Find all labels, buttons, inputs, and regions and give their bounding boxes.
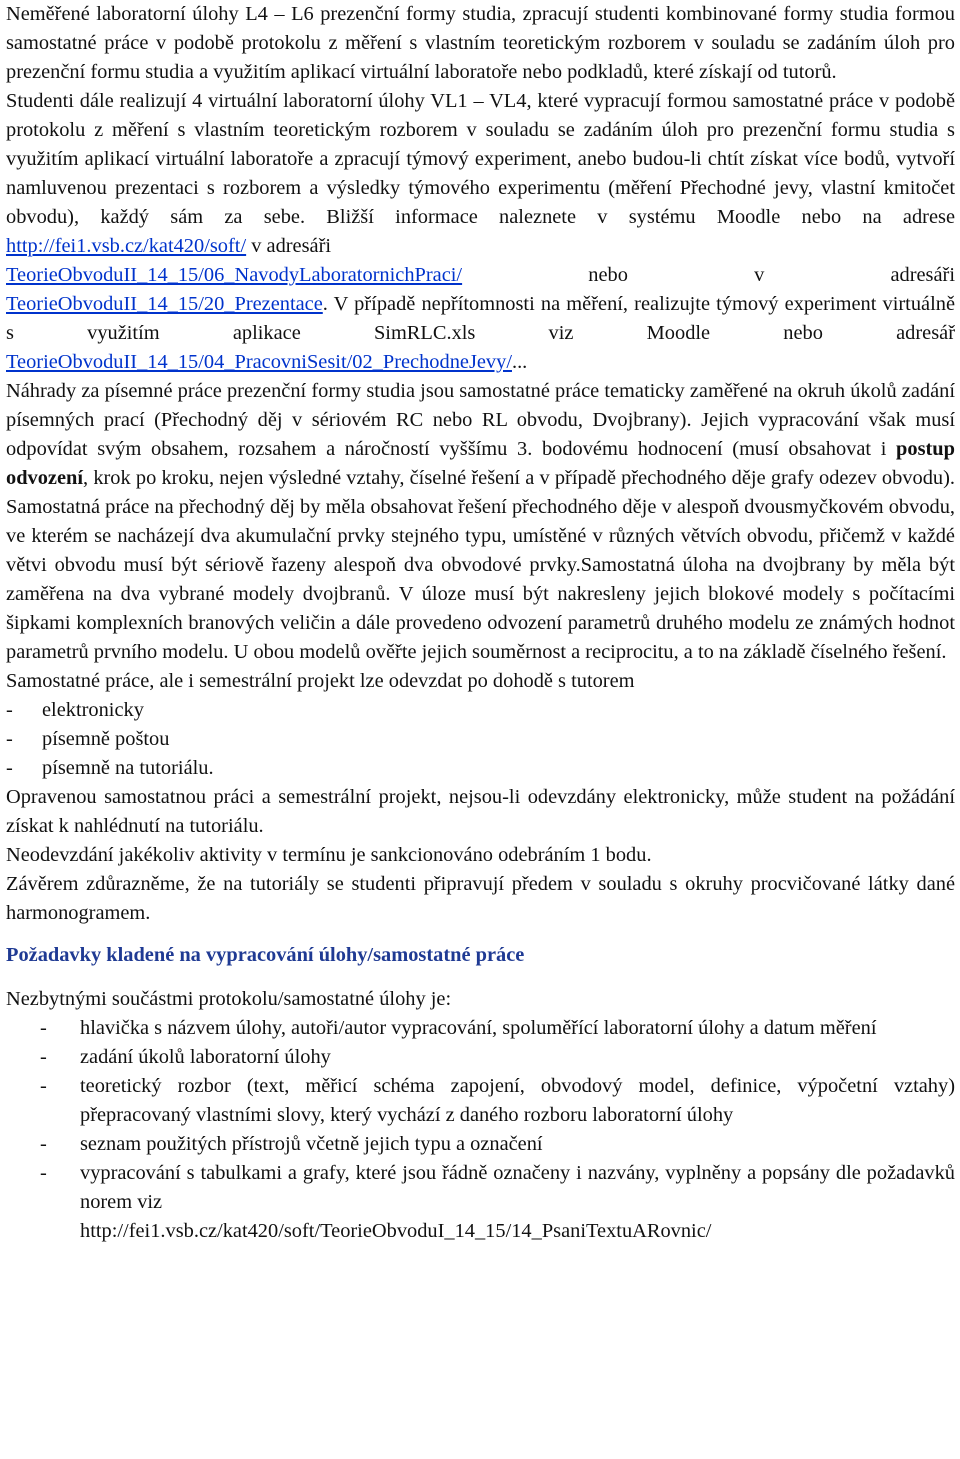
replacement-text-a: Náhrady za písemné práce prezenční formy studia jsou samostatné práce tematicky zaměřené na okruh úkolů zadání písemných prací (Přechodný děj v sériovém RC nebo RL obvodu, Dvojbrany). Jejich vypracování však musí odpovídat svým obsahem, rozsahem a náročností vyššímu 3. bodovému hodnocení (musí obsahovat i (6, 380, 955, 460)
section-heading: Požadavky kladené na vypracování úlohy/samostatné práce (6, 944, 525, 966)
url-line (6, 1217, 955, 1246)
list-item (6, 1043, 955, 1072)
dash-bullet: - (6, 699, 13, 721)
delivery-list (6, 696, 955, 783)
virtual-lab-text: Studenti dále realizují 4 virtuální laboratorní úlohy VL1 – VL4, které vypracují formou samostatné práce v podobě protokolu z měření s vlastním teoretickým rozborem v souladu se zadáním úloh pro prezenční formu studia s využitím aplikací virtuální laboratoře a zpracují týmový experiment, anebo budou-li chtít získat více bodů, vytvoří namluvenou prezentaci s rozborem a výsledky týmového experimentu (měření Přechodné jevy, vlastní kmitočet obvodu), každý sám za sebe. Bližší informace naleznete v systému Moodle nebo na adrese (6, 90, 955, 228)
requirement-text: zadání úkolů laboratorní úlohy (80, 1046, 331, 1068)
delivery-item-text: písemně poštou (42, 728, 170, 750)
requirement-text: hlavička s názvem úlohy, autoři/autor vypracování, spoluměřící laboratorní úlohy a datum měření (80, 1017, 877, 1039)
ellipsis-text: ... (511, 351, 528, 373)
list-item (6, 1159, 955, 1217)
navody-line (6, 261, 955, 290)
penalty-paragraph: Neodevzdání jakékoliv aktivity v termínu je sankcionováno odebráním 1 bodu. (6, 844, 652, 866)
dash-bullet: - (6, 757, 13, 779)
virtual-lab-paragraph (6, 87, 955, 261)
requirements-list (6, 1014, 955, 1246)
dash-bullet: - (6, 728, 13, 750)
pracovni-sesit-link[interactable]: TeorieObvoduII_14_15/04_PracovniSesit/02_PrechodneJevy/ (6, 351, 512, 373)
components-intro: Nezbytnými součástmi protokolu/samostatné úlohy je: (6, 988, 452, 1010)
delivery-item-text: písemně na tutoriálu. (42, 757, 214, 779)
list-item (6, 1130, 955, 1159)
list-item (6, 725, 955, 754)
delivery-item-text: elektronicky (42, 699, 144, 721)
replacement-paragraph (6, 377, 955, 667)
requirement-text: seznam použitých přístrojů včetně jejich typu a označení (80, 1133, 543, 1155)
bold-derivation: postup odvození (6, 438, 955, 489)
dash-bullet: - (40, 1046, 47, 1068)
list-item (6, 1072, 955, 1130)
dash-bullet: - (40, 1162, 47, 1184)
psani-textu-url[interactable]: http://fei1.vsb.cz/kat420/soft/TeorieObvoduI_14_15/14_PsaniTextuARovnic/ (80, 1220, 712, 1242)
moodle-soft-link[interactable]: http://fei1.vsb.cz/kat420/soft/ (6, 235, 247, 257)
spacer (6, 970, 955, 985)
replacement-text-b: , krok po kroku, nejen výsledné vztahy, číselné řešení a v případě přechodného děje grafy odezev obvodu). Samostatná práce na přechodný děj by měla obsahovat řešení přechodného děje v alespoň dvousmyčkovém obvodu, ve kterém se nacházejí dva akumulační prvky stejného typu, umístěné v různých větvích obvodu, přičemž v každé větvi obvodu musí být sériově řazeny alespoň dva obvodové prvky.Samostatná úloha na dvojbrany by měla být zaměřena na dva vybrané modely dvojbranů. V úloze musí být nakresleny jejich blokové modely s počítacími šipkami komplexních branových veličin a dále provedeno odvození parametrů druhého modelu ze známých hodnot parametrů prvního modelu. U obou modelů ověřte jejich souměrnost a reciprocitu, a to na základě číselného řešení. (6, 467, 955, 663)
requirement-text: vypracování s tabulkami a grafy, které jsou řádně označeny i nazvány, vyplněny a popsány dle požadavků norem viz (80, 1162, 955, 1213)
intro-paragraph: Neměřené laboratorní úlohy L4 – L6 prezenční formy studia, zpracují studenti kombinované formy studia formou samostatné práce v podobě protokolu z měření s vlastním teoretickým rozborem v souladu se zadáním úloh pro prezenční formu studia a využitím aplikací virtuální laboratoře nebo podkladů, které získají od tutorů. (6, 3, 955, 83)
list-item (6, 754, 955, 783)
dash-bullet: - (40, 1133, 47, 1155)
requirement-text: teoretický rozbor (text, měřicí schéma zapojení, obvodový model, definice, výpočetní vztahy) přepracovaný vlastními slovy, který vychází z daného rozboru laboratorní úlohy (80, 1075, 955, 1126)
corrected-work-paragraph: Opravenou samostatnou práci a semestrální projekt, nejsou-li odevzdány elektronicky, může student na požádání získat k nahlédnutí na tutoriálu. (6, 786, 955, 837)
submission-paragraph: Samostatné práce, ale i semestrální projekt lze odevzdat po dohodě s tutorem (6, 670, 635, 692)
simrlc-text: . V případě nepřítomnosti na měření, realizujte týmový experiment virtuálně s využitím aplikace SimRLC.xls viz Moodle nebo adresář (6, 293, 955, 344)
dash-bullet: - (40, 1017, 47, 1039)
alt-directory-text: nebo v adresáři (462, 264, 955, 286)
navody-link[interactable]: TeorieObvoduII_14_15/06_NavodyLaboratornichPraci/ (6, 264, 463, 286)
simrlc-paragraph (6, 290, 955, 377)
conclusion-paragraph: Závěrem zdůrazněme, že na tutoriály se studenti připravují předem v souladu s okruhy procvičované látky dané harmonogramem. (6, 873, 955, 924)
list-item (6, 696, 955, 725)
directory-text: v adresáři (246, 235, 332, 257)
prezentace-link[interactable]: TeorieObvoduII_14_15/20_Prezentace (6, 293, 323, 315)
dash-bullet: - (40, 1075, 47, 1097)
list-item (6, 1014, 955, 1043)
